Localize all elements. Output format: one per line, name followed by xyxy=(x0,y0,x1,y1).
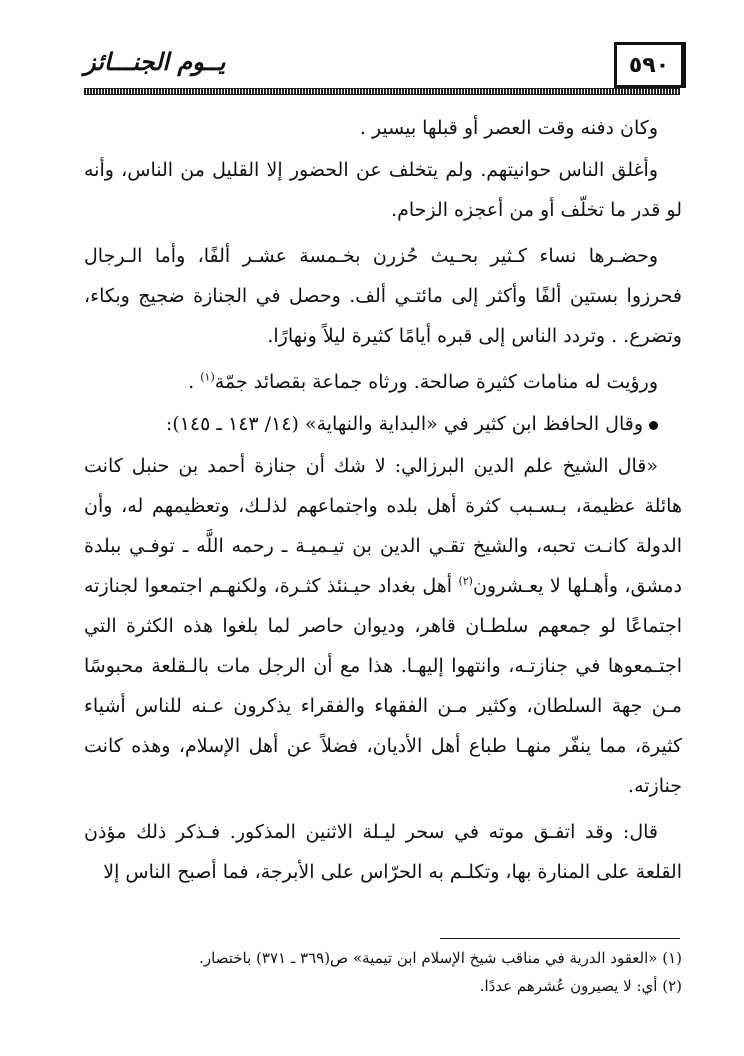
paragraph xyxy=(84,404,682,444)
footnote-marker: (٢) xyxy=(458,574,473,588)
bullet-icon xyxy=(649,421,658,430)
header-rule xyxy=(84,88,680,95)
paragraph: وأغلق الناس حوانيتهم. ولم يتخلف عن الحضور إلا القليل من الناس، وأنه لو قدر ما تخلّف أو من أعجزه الزحام. xyxy=(84,159,682,221)
footnote-rule xyxy=(440,938,680,939)
page-header xyxy=(84,40,680,94)
paragraph-text: ورؤيت له منامات كثيرة صالحة. ورثاه جماعة بقصائد جمّة xyxy=(214,371,658,393)
footnote-marker: (١) xyxy=(200,370,215,384)
footnote: (١) «العقود الدرية في مناقب شيخ الإسلام ابن تيمية» ص(٣٦٩ ـ ٣٧١) باختصار. xyxy=(199,949,682,967)
running-title: يــوم الجنـــائز xyxy=(84,48,226,76)
paragraph-end: . xyxy=(188,371,201,393)
paragraph-text: «قال الشيخ علم الدين البرزالي: لا شك أن جنازة أحمد بن حنبل كانت هائلة عظيمة، بـسـبب كثرة أهل بلده واجتماعهم لذلـك، وتعظيمهم له، وأن الدولة كانـت تحبه، والشيخ تقـي الدين بن تيـميـة ـ رحمه اللَّه ـ توفـي ببلدة دمشق، وأهـلها لا يعـشرون xyxy=(84,455,683,597)
paragraph xyxy=(84,362,682,402)
paragraph: وحضـرها نساء كـثير بحـيث حُزرن بخـمسة عشـر ألفًا، وأما الـرجال فحرزوا بستين ألفًا وأكثر إلى مائتـي ألف. وحصل في الجنازة ضجيج وبكاء، وتضرع. . وتردد الناس إلى قبره أيامًا كثيرة ليلاً ونهارًا. xyxy=(84,245,682,347)
footnote: (٢) أي: لا يصيرون عُشرهم عددًا. xyxy=(479,977,682,995)
footnotes xyxy=(84,944,682,1000)
paragraph: قال: وقد اتفـق موته في سحر ليـلة الاثنين المذكور. فـذكر ذلك مؤذن القلعة على المنارة بها، وتكلـم به الحرّاس على الأبرجة، فما أصبح الناس إلا xyxy=(84,821,682,883)
paragraph-text: أهل بغداد حيـنئذ كثـرة، ولكنهـم اجتمعوا لجنازته اجتماعًا لو جمعهم سلطـان قاهر، وديوان حاصر لما بلغوا هذه الكثرة التي اجتـمعوها في جنازتـه، وانتهوا إليهـا. هذا مع أن الرجل مات بالـقلعة محبوسًا مـن جهة السلطان، وكثير مـن الفقهاء والفقراء يذكرون عـنه للناس أشياء كثيرة، مما ينفّر منهـا طباع أهل الأديان، فضلاً عن أهل الإسلام، وهذه كانت جنازته. xyxy=(84,575,682,797)
body-text xyxy=(84,108,682,898)
quoted-paragraph xyxy=(84,446,682,806)
page-number: ٥٩٠ xyxy=(614,42,686,88)
paragraph: وكان دفنه وقت العصر أو قبلها بيسير . xyxy=(359,117,658,139)
paragraph-text: وقال الحافظ ابن كثير في «البداية والنهاية» (١٤/ ١٤٣ ـ ١٤٥): xyxy=(165,413,643,435)
